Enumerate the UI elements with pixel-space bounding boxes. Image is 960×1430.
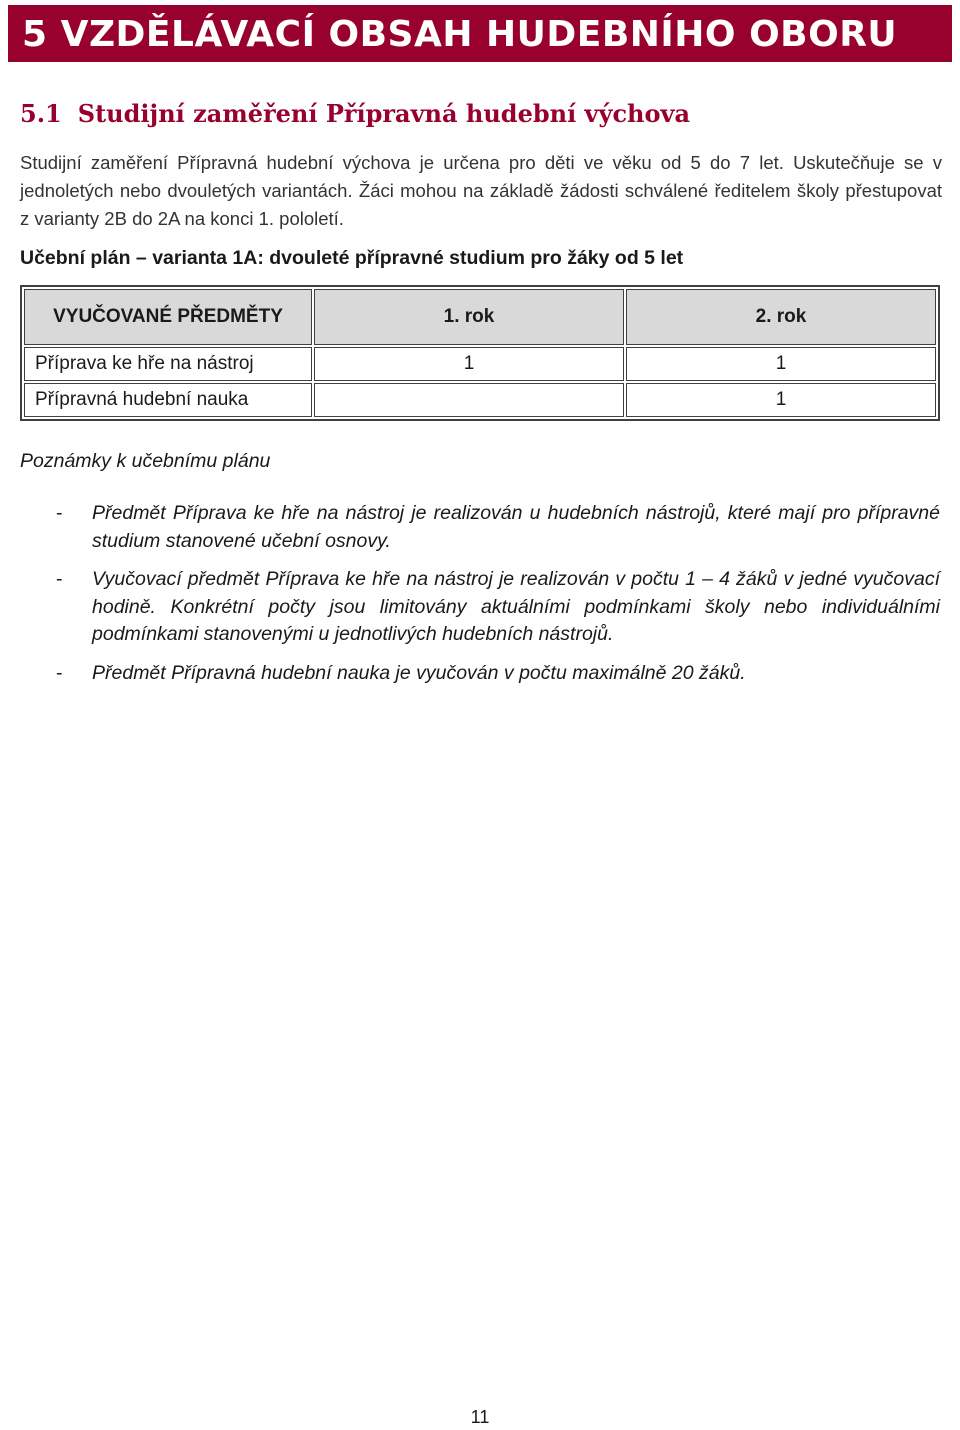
intro-text bbox=[20, 149, 942, 233]
column-header-year-2: 2. rok bbox=[626, 289, 936, 345]
year-1-cell bbox=[314, 383, 624, 417]
column-header-year-1: 1. rok bbox=[314, 289, 624, 345]
chapter-heading-bar bbox=[8, 5, 952, 62]
list-item bbox=[20, 660, 940, 688]
year-2-cell: 1 bbox=[626, 383, 936, 417]
table-row bbox=[24, 383, 936, 417]
notes-list bbox=[20, 500, 940, 698]
section-title: Studijní zaměření Přípravná hudební výchova bbox=[77, 99, 691, 128]
list-item bbox=[20, 500, 940, 555]
note-text: Předmět Přípravná hudební nauka je vyučován v počtu maximálně 20 žáků. bbox=[92, 661, 746, 684]
column-header-subjects: VYUČOVANÉ PŘEDMĚTY bbox=[24, 289, 312, 345]
note-text: Předmět Příprava ke hře na nástroj je realizován u hudebních nástrojů, které mají pro přípravné studium stanovené učební osnovy. bbox=[92, 502, 940, 552]
subject-cell: Přípravná hudební nauka bbox=[24, 383, 312, 417]
intro-paragraph: Studijní zaměření Přípravná hudební výchova je určena pro děti ve věku od 5 do 7 let. Uskutečňuje se v jednoletých nebo dvouletých variantách. Žáci mohou na základě žádosti schválené ředitelem školy přestupovat z varianty 2B do 2A na konci 1. pololetí. bbox=[20, 152, 942, 229]
bullet-dash: - bbox=[56, 502, 63, 524]
note-text: Vyučovací předmět Příprava ke hře na nástroj je realizován v počtu 1 – 4 žáků v jedné vyučovací hodině. Konkrétní počty jsou limitovány aktuálními podmínkami školy nebo individuálními podmínkami stanovenými u jednotlivých hudebních nástrojů. bbox=[92, 568, 940, 645]
curriculum-table bbox=[20, 285, 940, 421]
year-1-cell: 1 bbox=[314, 347, 624, 381]
bullet-dash: - bbox=[56, 661, 63, 684]
section-heading bbox=[20, 96, 690, 132]
year-2-cell: 1 bbox=[626, 347, 936, 381]
subject-cell: Příprava ke hře na nástroj bbox=[24, 347, 312, 381]
list-item bbox=[20, 566, 940, 649]
section-number: 5.1 bbox=[20, 99, 62, 128]
table-row bbox=[24, 347, 936, 381]
page-number: 11 bbox=[470, 1407, 490, 1427]
bullet-dash: - bbox=[56, 568, 63, 590]
table-header-row bbox=[24, 289, 936, 345]
plan-heading: Učební plán – varianta 1A: dvouleté přípravné studium pro žáky od 5 let bbox=[20, 247, 684, 269]
chapter-title: 5 VZDĚLÁVACÍ OBSAH HUDEBNÍHO OBORU bbox=[22, 14, 898, 55]
notes-heading: Poznámky k učebnímu plánu bbox=[20, 450, 271, 472]
